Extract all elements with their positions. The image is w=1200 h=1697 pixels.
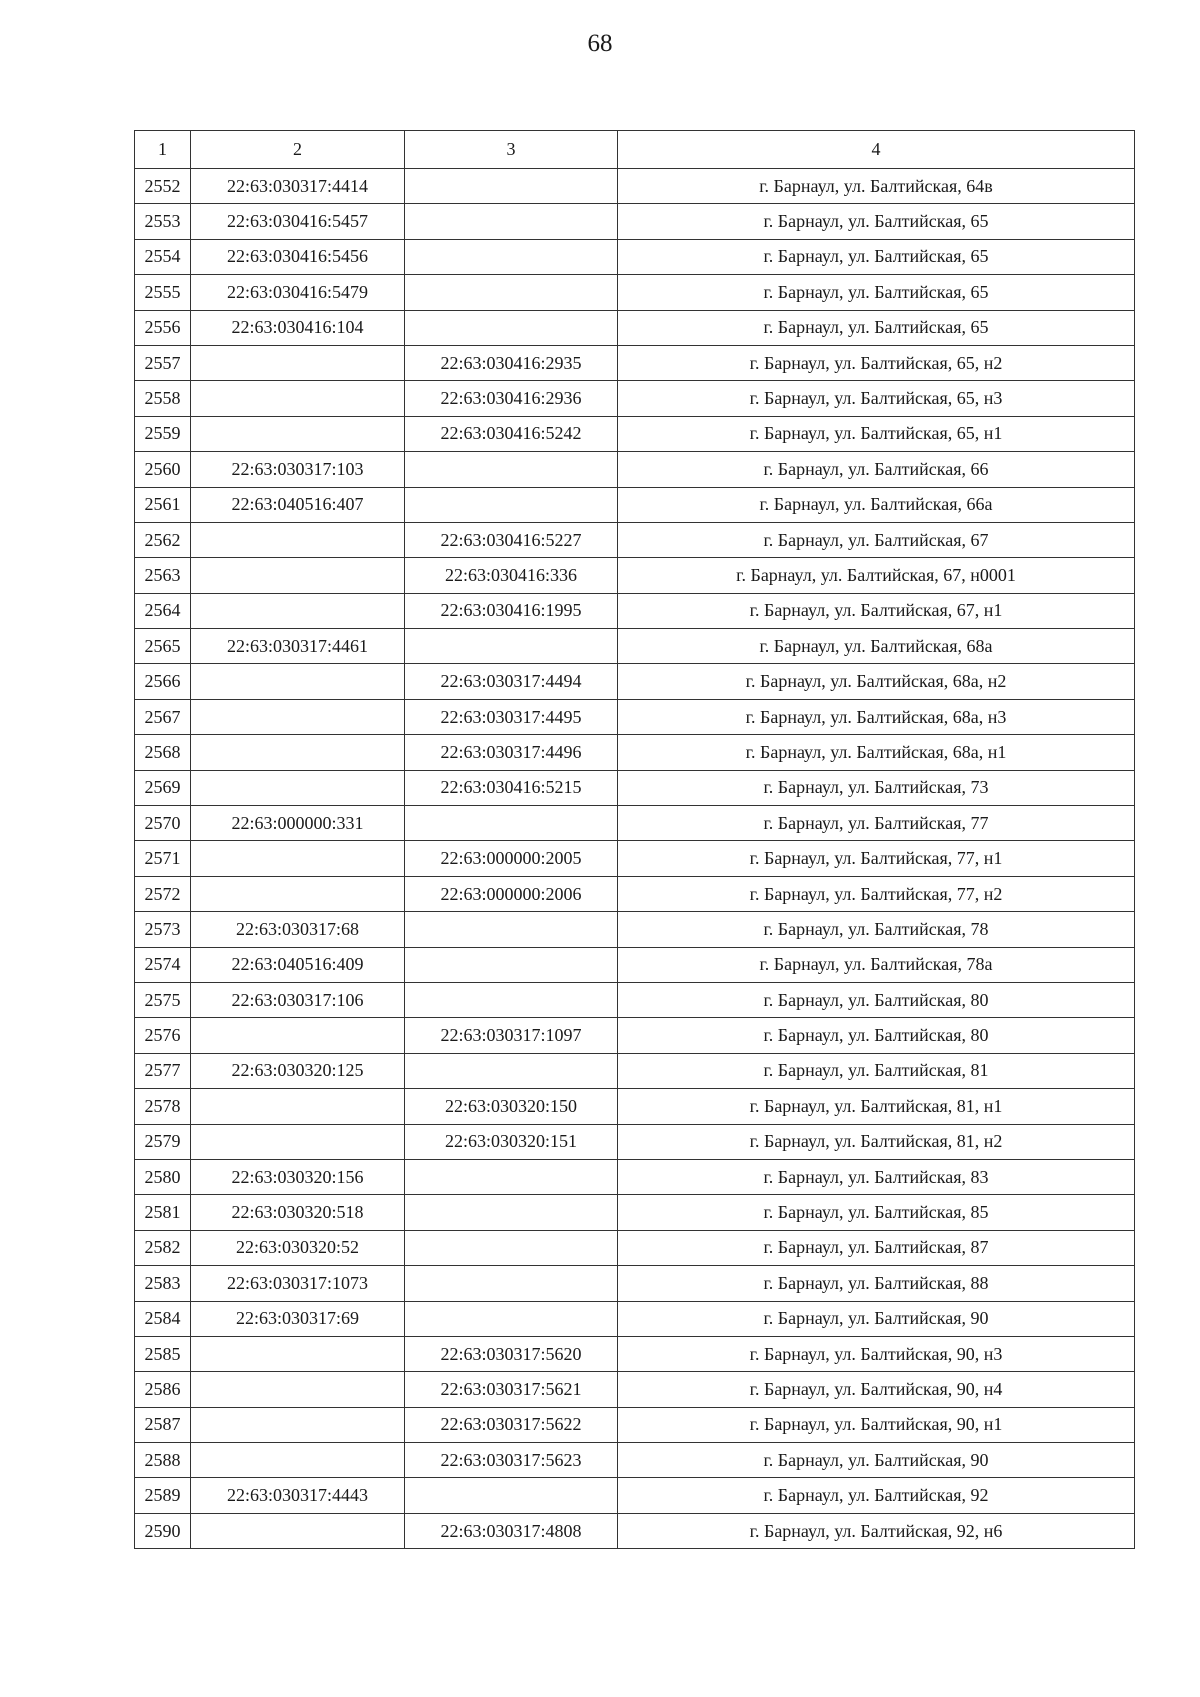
- table-body: [135, 169, 1135, 1549]
- table-row: [135, 558, 1135, 593]
- building-cadastral-number-cell: 22:63:030416:5215: [405, 770, 618, 805]
- row-number-cell: 2578: [135, 1089, 191, 1124]
- land-cadastral-number-cell: 22:63:030317:69: [191, 1301, 405, 1336]
- table-row: [135, 664, 1135, 699]
- row-number-cell: 2583: [135, 1266, 191, 1301]
- land-cadastral-number-cell: [191, 593, 405, 628]
- table-row: [135, 1195, 1135, 1230]
- table-row: [135, 1124, 1135, 1159]
- address-cell: г. Барнаул, ул. Балтийская, 65: [618, 275, 1135, 310]
- building-cadastral-number-cell: [405, 487, 618, 522]
- row-number-cell: 2562: [135, 522, 191, 557]
- land-cadastral-number-cell: 22:63:030317:103: [191, 452, 405, 487]
- table-row: [135, 841, 1135, 876]
- address-cell: г. Барнаул, ул. Балтийская, 90: [618, 1301, 1135, 1336]
- table-row: [135, 629, 1135, 664]
- address-cell: г. Барнаул, ул. Балтийская, 67, н1: [618, 593, 1135, 628]
- address-cell: г. Барнаул, ул. Балтийская, 81: [618, 1053, 1135, 1088]
- table-row: [135, 735, 1135, 770]
- land-cadastral-number-cell: [191, 558, 405, 593]
- building-cadastral-number-cell: 22:63:030416:1995: [405, 593, 618, 628]
- land-cadastral-number-cell: [191, 1407, 405, 1442]
- address-cell: г. Барнаул, ул. Балтийская, 85: [618, 1195, 1135, 1230]
- building-cadastral-number-cell: [405, 1230, 618, 1265]
- page-number: 68: [587, 30, 613, 57]
- address-cell: г. Барнаул, ул. Балтийская, 68а, н1: [618, 735, 1135, 770]
- building-cadastral-number-cell: [405, 982, 618, 1017]
- table-row: [135, 770, 1135, 805]
- table-row: [135, 1301, 1135, 1336]
- row-number-cell: 2573: [135, 912, 191, 947]
- table-row: [135, 345, 1135, 380]
- table-row: [135, 1018, 1135, 1053]
- building-cadastral-number-cell: [405, 169, 618, 204]
- row-number-cell: 2571: [135, 841, 191, 876]
- building-cadastral-number-cell: [405, 629, 618, 664]
- land-cadastral-number-cell: [191, 1513, 405, 1548]
- address-cell: г. Барнаул, ул. Балтийская, 80: [618, 1018, 1135, 1053]
- row-number-cell: 2570: [135, 806, 191, 841]
- address-cell: г. Барнаул, ул. Балтийская, 83: [618, 1159, 1135, 1194]
- row-number-cell: 2557: [135, 345, 191, 380]
- building-cadastral-number-cell: 22:63:000000:2005: [405, 841, 618, 876]
- land-cadastral-number-cell: [191, 1018, 405, 1053]
- building-cadastral-number-cell: 22:63:030317:5621: [405, 1372, 618, 1407]
- building-cadastral-number-cell: [405, 239, 618, 274]
- column-header-2: 2: [191, 131, 405, 169]
- land-cadastral-number-cell: 22:63:030317:68: [191, 912, 405, 947]
- land-cadastral-number-cell: 22:63:030416:5457: [191, 204, 405, 239]
- land-cadastral-number-cell: 22:63:030320:125: [191, 1053, 405, 1088]
- table-row: [135, 1159, 1135, 1194]
- table-row: [135, 239, 1135, 274]
- land-cadastral-number-cell: 22:63:030317:4443: [191, 1478, 405, 1513]
- building-cadastral-number-cell: 22:63:000000:2006: [405, 876, 618, 911]
- land-cadastral-number-cell: [191, 522, 405, 557]
- table-row: [135, 1266, 1135, 1301]
- address-cell: г. Барнаул, ул. Балтийская, 67: [618, 522, 1135, 557]
- row-number-cell: 2576: [135, 1018, 191, 1053]
- row-number-cell: 2585: [135, 1336, 191, 1371]
- row-number-cell: 2582: [135, 1230, 191, 1265]
- address-cell: г. Барнаул, ул. Балтийская, 92, н6: [618, 1513, 1135, 1548]
- land-cadastral-number-cell: [191, 1336, 405, 1371]
- building-cadastral-number-cell: 22:63:030416:5227: [405, 522, 618, 557]
- address-cell: г. Барнаул, ул. Балтийская, 68а, н2: [618, 664, 1135, 699]
- building-cadastral-number-cell: 22:63:030317:1097: [405, 1018, 618, 1053]
- table-row: [135, 1053, 1135, 1088]
- land-cadastral-number-cell: 22:63:030320:156: [191, 1159, 405, 1194]
- table-header: [135, 131, 1135, 169]
- building-cadastral-number-cell: [405, 1159, 618, 1194]
- address-cell: г. Барнаул, ул. Балтийская, 81, н2: [618, 1124, 1135, 1159]
- land-cadastral-number-cell: [191, 841, 405, 876]
- row-number-cell: 2565: [135, 629, 191, 664]
- land-cadastral-number-cell: [191, 699, 405, 734]
- header-row: [135, 131, 1135, 169]
- building-cadastral-number-cell: 22:63:030416:5242: [405, 416, 618, 451]
- building-cadastral-number-cell: 22:63:030317:5622: [405, 1407, 618, 1442]
- row-number-cell: 2563: [135, 558, 191, 593]
- table-row: [135, 593, 1135, 628]
- table-row: [135, 1372, 1135, 1407]
- building-cadastral-number-cell: [405, 947, 618, 982]
- row-number-cell: 2554: [135, 239, 191, 274]
- land-cadastral-number-cell: 22:63:030320:52: [191, 1230, 405, 1265]
- address-cell: г. Барнаул, ул. Балтийская, 78: [618, 912, 1135, 947]
- address-cell: г. Барнаул, ул. Балтийская, 65, н1: [618, 416, 1135, 451]
- address-cell: г. Барнаул, ул. Балтийская, 77: [618, 806, 1135, 841]
- table-row: [135, 1443, 1135, 1478]
- land-cadastral-number-cell: [191, 1443, 405, 1478]
- building-cadastral-number-cell: [405, 1266, 618, 1301]
- table-row: [135, 876, 1135, 911]
- address-cell: г. Барнаул, ул. Балтийская, 64в: [618, 169, 1135, 204]
- row-number-cell: 2588: [135, 1443, 191, 1478]
- building-cadastral-number-cell: [405, 1195, 618, 1230]
- row-number-cell: 2559: [135, 416, 191, 451]
- table-row: [135, 487, 1135, 522]
- table-row: [135, 416, 1135, 451]
- address-cell: г. Барнаул, ул. Балтийская, 77, н1: [618, 841, 1135, 876]
- address-cell: г. Барнаул, ул. Балтийская, 65: [618, 239, 1135, 274]
- address-cell: г. Барнаул, ул. Балтийская, 88: [618, 1266, 1135, 1301]
- address-cell: г. Барнаул, ул. Балтийская, 78а: [618, 947, 1135, 982]
- address-cell: г. Барнаул, ул. Балтийская, 90, н3: [618, 1336, 1135, 1371]
- row-number-cell: 2580: [135, 1159, 191, 1194]
- land-cadastral-number-cell: [191, 1372, 405, 1407]
- building-cadastral-number-cell: [405, 275, 618, 310]
- land-cadastral-number-cell: [191, 1089, 405, 1124]
- table-row: [135, 947, 1135, 982]
- land-cadastral-number-cell: 22:63:030320:518: [191, 1195, 405, 1230]
- row-number-cell: 2577: [135, 1053, 191, 1088]
- address-cell: г. Барнаул, ул. Балтийская, 67, н0001: [618, 558, 1135, 593]
- row-number-cell: 2587: [135, 1407, 191, 1442]
- address-cell: г. Барнаул, ул. Балтийская, 80: [618, 982, 1135, 1017]
- address-cell: г. Барнаул, ул. Балтийская, 90: [618, 1443, 1135, 1478]
- row-number-cell: 2568: [135, 735, 191, 770]
- row-number-cell: 2555: [135, 275, 191, 310]
- table-row: [135, 982, 1135, 1017]
- table-row: [135, 452, 1135, 487]
- land-cadastral-number-cell: 22:63:030317:106: [191, 982, 405, 1017]
- row-number-cell: 2590: [135, 1513, 191, 1548]
- table-row: [135, 1407, 1135, 1442]
- building-cadastral-number-cell: 22:63:030317:4495: [405, 699, 618, 734]
- row-number-cell: 2567: [135, 699, 191, 734]
- column-header-3: 3: [405, 131, 618, 169]
- table-row: [135, 381, 1135, 416]
- address-cell: г. Барнаул, ул. Балтийская, 66: [618, 452, 1135, 487]
- building-cadastral-number-cell: 22:63:030416:2936: [405, 381, 618, 416]
- building-cadastral-number-cell: [405, 1053, 618, 1088]
- land-cadastral-number-cell: [191, 416, 405, 451]
- land-cadastral-number-cell: [191, 876, 405, 911]
- row-number-cell: 2558: [135, 381, 191, 416]
- address-cell: г. Барнаул, ул. Балтийская, 65, н3: [618, 381, 1135, 416]
- address-cell: г. Барнаул, ул. Балтийская, 65: [618, 310, 1135, 345]
- row-number-cell: 2589: [135, 1478, 191, 1513]
- address-cell: г. Барнаул, ул. Балтийская, 77, н2: [618, 876, 1135, 911]
- building-cadastral-number-cell: 22:63:030416:336: [405, 558, 618, 593]
- table-row: [135, 806, 1135, 841]
- table-row: [135, 275, 1135, 310]
- row-number-cell: 2564: [135, 593, 191, 628]
- row-number-cell: 2575: [135, 982, 191, 1017]
- building-cadastral-number-cell: 22:63:030416:2935: [405, 345, 618, 380]
- table-row: [135, 1230, 1135, 1265]
- address-cell: г. Барнаул, ул. Балтийская, 66а: [618, 487, 1135, 522]
- table-row: [135, 522, 1135, 557]
- table-row: [135, 1089, 1135, 1124]
- land-cadastral-number-cell: 22:63:030416:104: [191, 310, 405, 345]
- building-cadastral-number-cell: [405, 1478, 618, 1513]
- address-cell: г. Барнаул, ул. Балтийская, 68а, н3: [618, 699, 1135, 734]
- land-cadastral-number-cell: [191, 1124, 405, 1159]
- land-cadastral-number-cell: 22:63:040516:407: [191, 487, 405, 522]
- table-row: [135, 204, 1135, 239]
- building-cadastral-number-cell: 22:63:030317:5623: [405, 1443, 618, 1478]
- land-cadastral-number-cell: 22:63:030416:5479: [191, 275, 405, 310]
- land-cadastral-number-cell: 22:63:030317:4414: [191, 169, 405, 204]
- table-row: [135, 1478, 1135, 1513]
- table-row: [135, 1336, 1135, 1371]
- land-cadastral-number-cell: 22:63:030317:1073: [191, 1266, 405, 1301]
- building-cadastral-number-cell: 22:63:030317:4808: [405, 1513, 618, 1548]
- building-cadastral-number-cell: [405, 912, 618, 947]
- row-number-cell: 2569: [135, 770, 191, 805]
- address-cell: г. Барнаул, ул. Балтийская, 90, н4: [618, 1372, 1135, 1407]
- address-cell: г. Барнаул, ул. Балтийская, 68а: [618, 629, 1135, 664]
- building-cadastral-number-cell: [405, 310, 618, 345]
- row-number-cell: 2574: [135, 947, 191, 982]
- building-cadastral-number-cell: [405, 806, 618, 841]
- building-cadastral-number-cell: [405, 1301, 618, 1336]
- table-row: [135, 912, 1135, 947]
- column-header-1: 1: [135, 131, 191, 169]
- table-row: [135, 1513, 1135, 1548]
- row-number-cell: 2584: [135, 1301, 191, 1336]
- address-cell: г. Барнаул, ул. Балтийская, 73: [618, 770, 1135, 805]
- land-cadastral-number-cell: 22:63:030416:5456: [191, 239, 405, 274]
- address-cell: г. Барнаул, ул. Балтийская, 65: [618, 204, 1135, 239]
- row-number-cell: 2560: [135, 452, 191, 487]
- building-cadastral-number-cell: 22:63:030320:150: [405, 1089, 618, 1124]
- land-cadastral-number-cell: 22:63:040516:409: [191, 947, 405, 982]
- address-cell: г. Барнаул, ул. Балтийская, 81, н1: [618, 1089, 1135, 1124]
- row-number-cell: 2566: [135, 664, 191, 699]
- row-number-cell: 2556: [135, 310, 191, 345]
- address-cell: г. Барнаул, ул. Балтийская, 87: [618, 1230, 1135, 1265]
- row-number-cell: 2561: [135, 487, 191, 522]
- building-cadastral-number-cell: 22:63:030320:151: [405, 1124, 618, 1159]
- land-cadastral-number-cell: 22:63:030317:4461: [191, 629, 405, 664]
- row-number-cell: 2553: [135, 204, 191, 239]
- land-cadastral-number-cell: [191, 770, 405, 805]
- column-header-4: 4: [618, 131, 1135, 169]
- address-cell: г. Барнаул, ул. Балтийская, 65, н2: [618, 345, 1135, 380]
- land-cadastral-number-cell: [191, 735, 405, 770]
- row-number-cell: 2586: [135, 1372, 191, 1407]
- table-row: [135, 699, 1135, 734]
- land-cadastral-number-cell: [191, 664, 405, 699]
- table-row: [135, 310, 1135, 345]
- land-cadastral-number-cell: [191, 345, 405, 380]
- building-cadastral-number-cell: 22:63:030317:4494: [405, 664, 618, 699]
- building-cadastral-number-cell: [405, 204, 618, 239]
- building-cadastral-number-cell: [405, 452, 618, 487]
- land-cadastral-number-cell: 22:63:000000:331: [191, 806, 405, 841]
- land-cadastral-number-cell: [191, 381, 405, 416]
- building-cadastral-number-cell: 22:63:030317:4496: [405, 735, 618, 770]
- row-number-cell: 2579: [135, 1124, 191, 1159]
- table-row: [135, 169, 1135, 204]
- row-number-cell: 2581: [135, 1195, 191, 1230]
- address-cell: г. Барнаул, ул. Балтийская, 90, н1: [618, 1407, 1135, 1442]
- row-number-cell: 2572: [135, 876, 191, 911]
- building-cadastral-number-cell: 22:63:030317:5620: [405, 1336, 618, 1371]
- row-number-cell: 2552: [135, 169, 191, 204]
- property-registry-table: [134, 130, 1135, 1549]
- address-cell: г. Барнаул, ул. Балтийская, 92: [618, 1478, 1135, 1513]
